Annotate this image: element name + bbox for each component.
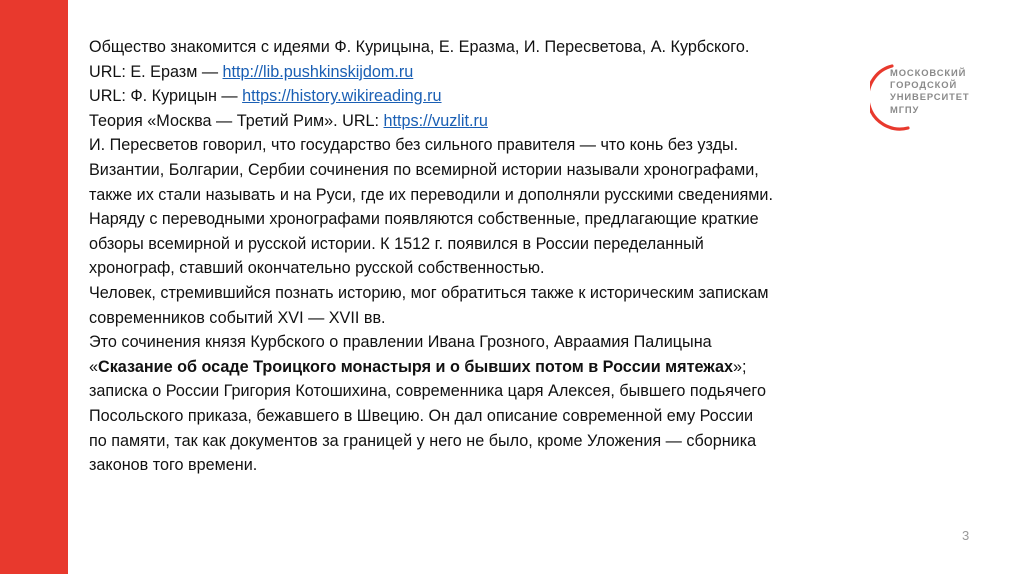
text-line: И. Пересветов говорил, что государство без сильного правителя — что конь без узды. [89,136,739,155]
page-number: 3 [962,528,970,543]
text-line: Это сочинения князя Курбского о правлении Ивана Грозного, Авраамия Палицына [89,333,712,352]
text-line: хронограф, ставший окончательно русской собственностью. [89,259,545,278]
url-label: Теория «Москва — Третий Рим». URL: [89,111,384,130]
text-line: Наряду с переводными хронографами появляются собственные, предлагающие краткие [89,210,759,229]
slide-body-text [89,35,939,478]
text-line: Византии, Болгарии, Сербии сочинения по всемирной истории называли хронографами, [89,160,759,179]
text-line: записка о России Григория Котошихина, современника царя Алексея, бывшего подьячего [89,382,766,401]
text-line: Человек, стремившийся познать историю, мог обратиться также к историческим запискам [89,283,769,302]
text-line: обзоры всемирной и русской истории. К 1512 г. появился в России переделанный [89,234,704,253]
logo-line-3: УНИВЕРСИТЕТ [890,91,970,103]
text-line-title [89,355,939,380]
text-line: Посольского приказа, бежавшего в Швецию. Он дал описание современной ему России [89,406,754,425]
logo-line-1: МОСКОВСКИЙ [890,67,967,78]
url-line-erasm [89,60,939,85]
quote-close: »; [732,357,747,376]
text-line: современников событий XVI — XVII вв. [89,308,386,327]
link-vuzlit[interactable]: https://vuzlit.ru [383,111,488,130]
bold-work-title: Сказание об осаде Троицкого монастыря и о бывших потом в России мятежах [98,357,733,376]
url-line-kuritsyn [89,84,939,109]
url-label: URL: Ф. Курицын — [89,87,243,106]
text-line: Общество знакомится с идеями Ф. Курицына, Е. Еразма, И. Пересветова, А. Курбского. [89,38,750,56]
accent-side-bar [0,0,68,574]
text-line: законов того времени. [89,456,258,475]
link-pushkinskijdom[interactable]: http://lib.pushkinskijdom.ru [222,62,414,81]
quote-open: « [89,357,99,376]
logo-line-2: ГОРОДСКОЙ [890,79,958,91]
text-line: также их стали называть и на Руси, где их переводили и дополняли русскими сведениями. [89,185,773,204]
text-line: по памяти, так как документов за границей у него не было, кроме Уложения — сборника [89,431,757,450]
url-line-third-rome [89,109,939,134]
link-wikireading[interactable]: https://history.wikireading.ru [242,87,442,106]
url-label: URL: Е. Еразм — [89,62,223,81]
logo-line-4: МГПУ [890,103,920,115]
